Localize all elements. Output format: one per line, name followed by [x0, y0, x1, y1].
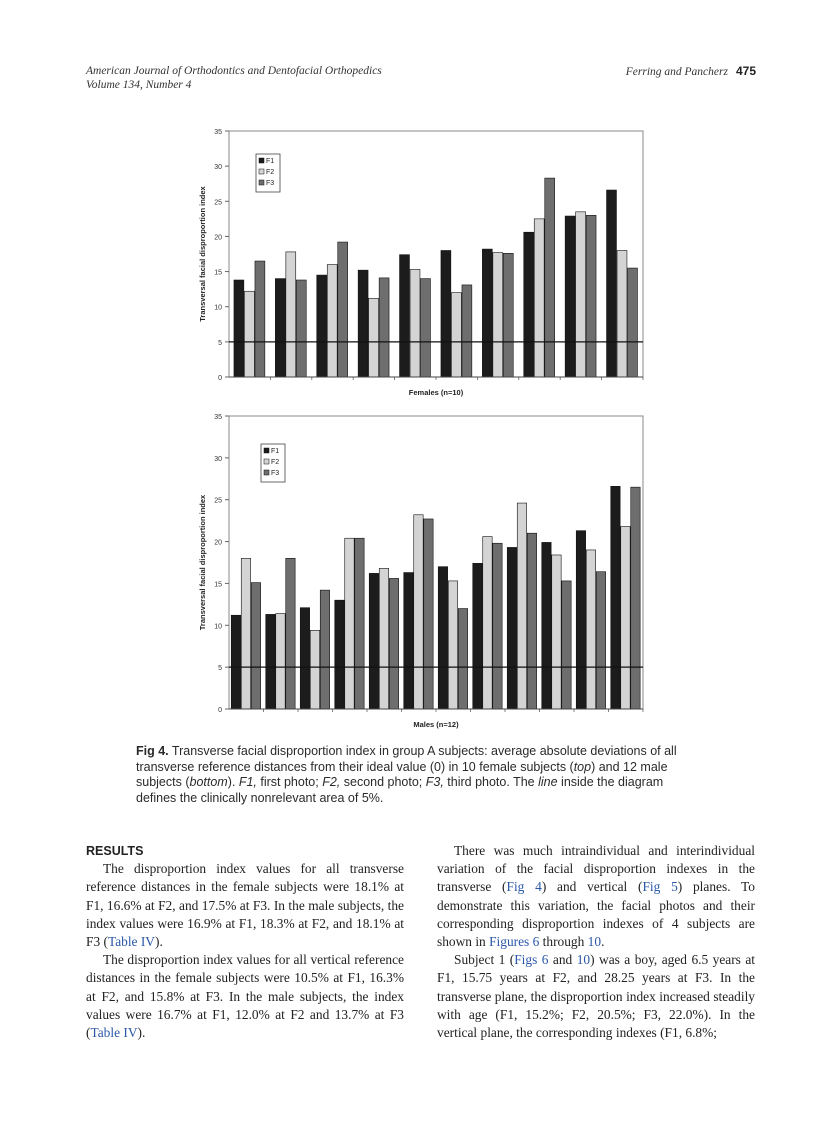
legend-label: F1 [266, 158, 275, 165]
bar-f1 [565, 216, 575, 377]
left-column [86, 842, 404, 1042]
legend-swatch [264, 448, 269, 453]
bar-f2 [517, 503, 526, 709]
bar-f1 [438, 567, 447, 709]
bar-f2 [448, 581, 457, 709]
bar-f3 [586, 215, 596, 377]
bar-f1 [400, 255, 410, 377]
legend-swatch [264, 470, 269, 475]
bar-f2 [410, 269, 420, 377]
bar-f3 [379, 278, 389, 377]
bar-f3 [527, 533, 536, 709]
legend-label: F2 [266, 169, 275, 176]
y-tick-label: 10 [214, 623, 222, 631]
legend-label: F3 [266, 180, 275, 187]
figure-link[interactable]: 10 [587, 934, 602, 950]
legend-swatch [264, 459, 269, 464]
y-tick-label: 10 [214, 304, 222, 312]
x-axis-label: Females (n=10) [408, 388, 464, 397]
y-axis-label: Transversal facial disproportion index [198, 186, 207, 322]
figure-link[interactable]: Fig 4 [506, 879, 542, 895]
y-tick-label: 25 [214, 497, 222, 505]
bar-f1 [369, 573, 378, 709]
bar-f3 [596, 572, 605, 709]
running-header-right [626, 64, 756, 78]
bar-f3 [338, 242, 348, 377]
y-tick-label: 15 [214, 269, 222, 277]
page-number: 475 [735, 64, 756, 78]
y-tick-label: 5 [218, 339, 222, 347]
legend-label: F3 [271, 470, 280, 477]
journal-volume: Volume 134, Number 4 [86, 79, 192, 91]
bar-f3 [462, 285, 472, 377]
figure-link[interactable]: Figs 6 [514, 952, 549, 968]
paragraph: The disproportion index values for all transverse reference distances in the female subjects were 18.1% at F1, 16.6% at F2, and 17.5% at F3. In the male subjects, the index values were 16.9% at F1, 18.3% at F2, and 18.1% at F3 (Table IV). [86, 861, 404, 950]
y-tick-label: 35 [214, 129, 222, 136]
y-tick-label: 35 [214, 414, 222, 421]
y-tick-label: 5 [218, 665, 222, 673]
legend-label: F2 [271, 459, 280, 466]
y-tick-label: 0 [218, 707, 222, 714]
right-column [437, 842, 755, 1042]
y-tick-label: 15 [214, 581, 222, 589]
bar-f1 [404, 573, 413, 709]
bar-f2 [621, 527, 630, 709]
bar-f3 [355, 538, 364, 709]
bar-f2 [327, 265, 337, 377]
figure-link[interactable]: Figures 6 [489, 934, 540, 950]
legend [261, 444, 285, 482]
bar-f1 [234, 280, 244, 377]
legend-swatch [259, 180, 264, 185]
paragraph: The disproportion index values for all vertical reference distances in the female subjects were 10.5% at F1, 16.3% at F2, and 15.8% at F3. In the male subjects, the index values were 16.7% at F1, 12.0% at F2 and 13.7% at F3 (Table IV). [86, 952, 404, 1041]
y-tick-label: 30 [214, 455, 222, 463]
journal-title: American Journal of Orthodontics and Dentofacial Orthopedics [86, 65, 382, 77]
bar-f2 [310, 630, 319, 709]
bar-f1 [482, 249, 492, 377]
bar-f1 [335, 600, 344, 709]
y-tick-label: 30 [214, 164, 222, 172]
bar-f3 [493, 543, 502, 709]
bar-f3 [562, 581, 571, 709]
legend-swatch [259, 169, 264, 174]
y-axis-label: Transversal facial disproportion index [198, 494, 207, 631]
paragraph: Subject 1 (Figs 6 and 10) was a boy, aged 6.5 years at F1, 15.75 years at F2, and 28.25 years at F3. In the transverse plane, the disproportion index increased steadily with age (F1, 15.2%; F2, 20.5%; F3, 22.0%). In the vertical plane, the corresponding indexes (F1, 6.8%; [437, 952, 756, 1041]
legend-label: F1 [271, 448, 280, 455]
bar-f3 [286, 558, 295, 709]
bar-f2 [493, 253, 503, 377]
bar-f1 [317, 275, 327, 377]
bar-f2 [483, 537, 492, 709]
bar-f3 [458, 609, 467, 709]
bar-f2 [244, 291, 254, 377]
bar-f3 [389, 578, 398, 709]
bar-f2 [414, 515, 423, 709]
chart-males [0, 408, 838, 733]
bar-f1 [611, 486, 620, 709]
bar-f2 [552, 555, 561, 709]
bar-f2 [369, 298, 379, 377]
results-heading: RESULTS [86, 844, 144, 858]
bar-f2 [576, 212, 586, 377]
bar-f1 [473, 563, 482, 709]
bar-f3 [320, 590, 329, 709]
bar-f1 [542, 542, 551, 709]
table-link[interactable]: Table IV [90, 1025, 138, 1041]
bar-f3 [296, 280, 306, 377]
bar-f2 [286, 252, 296, 377]
y-tick-label: 20 [214, 234, 222, 242]
bar-f2 [379, 568, 388, 709]
bar-f3 [631, 487, 640, 709]
y-tick-label: 20 [214, 539, 222, 547]
bar-f1 [266, 614, 275, 709]
bar-f2 [534, 219, 544, 377]
bar-f1 [441, 250, 451, 377]
x-axis-label: Males (n=12) [413, 720, 459, 729]
running-header-journal [86, 64, 382, 92]
bar-f1 [507, 547, 516, 709]
figure-caption: Fig 4. Transverse facial disproportion index in group A subjects: average absolute deviations of all transverse reference distances from their ideal value (0) in 10 female subjects (top) and 12 male subjects (bottom). F1, first photo; F2, second photo; F3, third photo. The line inside the diagram defines the clinically nonrelevant area of 5%. [136, 744, 677, 805]
bar-f3 [421, 279, 431, 377]
bar-f3 [503, 253, 513, 377]
y-tick-label: 0 [218, 375, 222, 382]
bar-f1 [358, 270, 368, 377]
bar-f2 [451, 293, 461, 377]
bar-f3 [545, 178, 555, 377]
bar-f3 [255, 261, 265, 377]
bar-f2 [617, 250, 627, 377]
bar-f1 [300, 608, 309, 709]
bar-f3 [424, 519, 433, 709]
legend [256, 154, 280, 192]
bar-f1 [275, 279, 285, 377]
bar-f3 [251, 583, 260, 709]
bar-f1 [576, 531, 585, 709]
bar-f1 [524, 232, 534, 377]
bar-f2 [345, 538, 354, 709]
legend-swatch [259, 158, 264, 163]
bar-f3 [628, 268, 638, 377]
bar-f2 [586, 550, 595, 709]
bar-f1 [607, 190, 617, 377]
figure-link[interactable]: Fig 5 [642, 879, 678, 895]
table-link[interactable]: Table IV [107, 934, 155, 950]
running-header-authors: Ferring and Pancherz [625, 66, 728, 78]
paragraph: There was much intraindividual and interindividual variation of the facial disproportion indexes in the transverse (Fig 4) and vertical (Fig 5) planes. To demonstrate this variation, the facial photos and their corresponding disproportion indexes of 4 subjects are shown in Figures 6 through 10. [437, 843, 755, 950]
bar-f2 [241, 558, 250, 709]
bar-f1 [231, 615, 240, 709]
figure-link[interactable]: 10 [576, 952, 591, 968]
bar-f2 [276, 614, 285, 709]
caption-label: Fig 4. [136, 744, 169, 758]
y-tick-label: 25 [214, 199, 222, 207]
